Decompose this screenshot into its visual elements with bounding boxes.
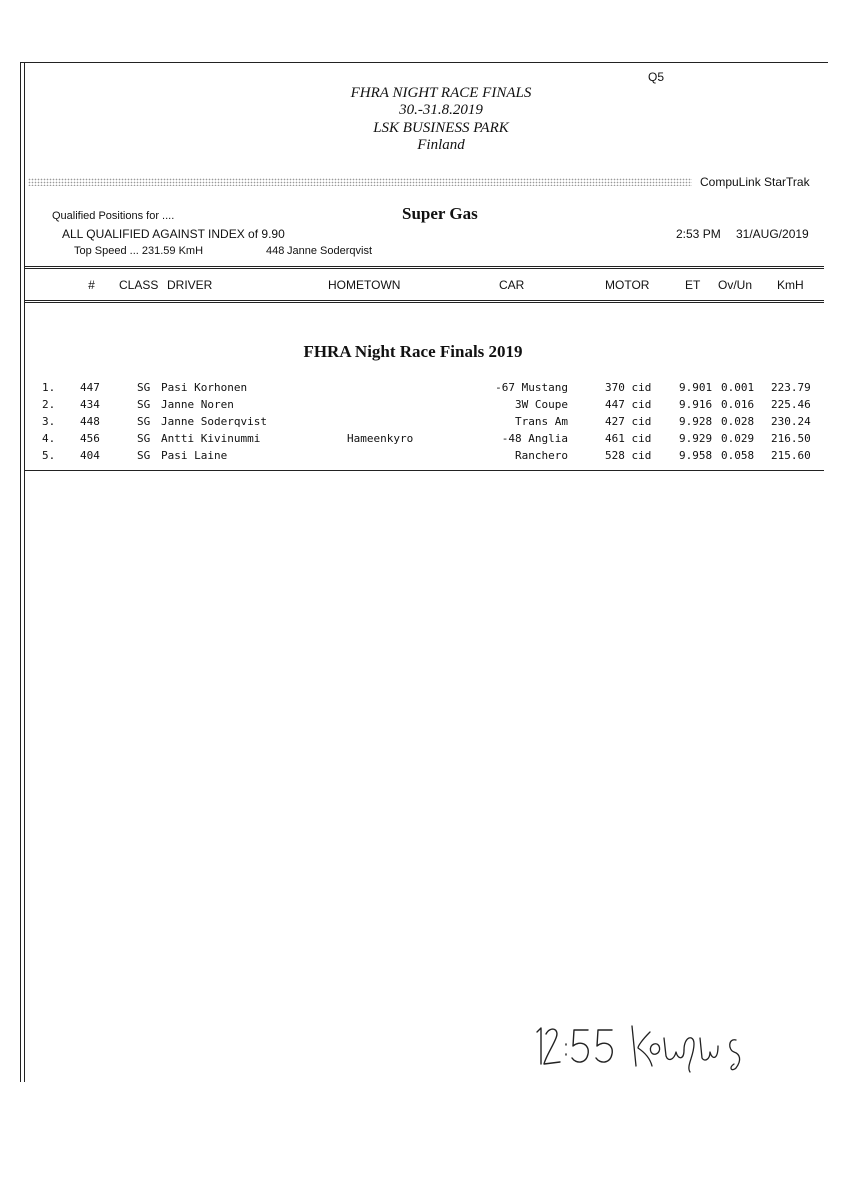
row-motor: 447 cid bbox=[605, 398, 652, 411]
top-speed-line: Top Speed ... 231.59 KmH bbox=[74, 245, 204, 257]
top-speed-car: 448 bbox=[266, 245, 285, 257]
left-border bbox=[20, 62, 21, 1082]
row-kmh: 230.24 bbox=[771, 415, 811, 428]
row-hometown: Hameenkyro bbox=[347, 432, 414, 445]
row-car-number: 456 bbox=[80, 432, 100, 445]
row-class: SG bbox=[137, 432, 151, 445]
table-row bbox=[0, 398, 848, 415]
row-driver: Pasi Korhonen bbox=[161, 381, 248, 394]
row-motor: 370 cid bbox=[605, 381, 652, 394]
page-code: Q5 bbox=[648, 70, 665, 84]
row-car-number: 434 bbox=[80, 398, 100, 411]
header-rule-top bbox=[24, 266, 824, 267]
col-kmh-header: KmH bbox=[777, 278, 804, 292]
row-driver: Janne Soderqvist bbox=[161, 415, 267, 428]
col-et-header: ET bbox=[685, 278, 701, 292]
row-et: 9.928 bbox=[679, 415, 713, 428]
row-car-number: 447 bbox=[80, 381, 100, 394]
report-time: 2:53 PM bbox=[676, 227, 721, 241]
row-motor: 427 cid bbox=[605, 415, 652, 428]
col-ovun-header: Ov/Un bbox=[718, 278, 753, 292]
table-row bbox=[0, 432, 848, 449]
qualified-for-label: Qualified Positions for .... bbox=[52, 210, 175, 222]
row-et: 9.916 bbox=[679, 398, 713, 411]
event-title-line-2: 30.-31.8.2019 bbox=[399, 102, 483, 118]
col-class-header: CLASS bbox=[119, 278, 159, 292]
row-kmh: 216.50 bbox=[771, 432, 811, 445]
row-car-number: 448 bbox=[80, 415, 100, 428]
row-ovun: 0.028 bbox=[721, 415, 755, 428]
section-title: FHRA Night Race Finals 2019 bbox=[303, 342, 523, 361]
table-bottom-rule bbox=[24, 470, 824, 471]
row-motor: 461 cid bbox=[605, 432, 652, 445]
row-et: 9.958 bbox=[679, 449, 713, 462]
event-title-line-1: FHRA NIGHT RACE FINALS bbox=[350, 85, 532, 101]
row-car: Trans Am bbox=[515, 415, 568, 428]
row-position: 3. bbox=[42, 415, 56, 428]
row-position: 1. bbox=[42, 381, 56, 394]
row-class: SG bbox=[137, 381, 151, 394]
signature-image bbox=[624, 1016, 754, 1076]
row-kmh: 215.60 bbox=[771, 449, 811, 462]
row-class: SG bbox=[137, 415, 151, 428]
system-label: CompuLink StarTrak bbox=[700, 175, 810, 189]
row-car: -48 Anglia bbox=[501, 432, 568, 445]
dotted-separator bbox=[28, 178, 692, 186]
class-name: Super Gas bbox=[402, 204, 478, 223]
top-speed-driver: Janne Soderqvist bbox=[287, 245, 372, 257]
row-car-number: 404 bbox=[80, 449, 100, 462]
col-driver-header: DRIVER bbox=[167, 278, 213, 292]
top-border bbox=[20, 62, 828, 63]
col-car-header: CAR bbox=[499, 278, 525, 292]
row-kmh: 225.46 bbox=[771, 398, 811, 411]
header-rule-bottom bbox=[24, 300, 824, 301]
report-date: 31/AUG/2019 bbox=[736, 227, 809, 241]
row-driver: Antti Kivinummi bbox=[161, 432, 261, 445]
col-motor-header: MOTOR bbox=[605, 278, 650, 292]
row-car: Ranchero bbox=[515, 449, 568, 462]
row-position: 2. bbox=[42, 398, 56, 411]
row-car: 3W Coupe bbox=[515, 398, 568, 411]
left-border-inner bbox=[24, 62, 25, 1082]
row-kmh: 223.79 bbox=[771, 381, 811, 394]
event-title-line-4: Finland bbox=[417, 137, 465, 153]
row-motor: 528 cid bbox=[605, 449, 652, 462]
row-driver: Janne Noren bbox=[161, 398, 234, 411]
event-title-line-3: LSK BUSINESS PARK bbox=[373, 120, 509, 136]
row-ovun: 0.029 bbox=[721, 432, 755, 445]
row-position: 4. bbox=[42, 432, 56, 445]
row-ovun: 0.058 bbox=[721, 449, 755, 462]
header-rule-bottom-2 bbox=[24, 302, 824, 303]
row-class: SG bbox=[137, 398, 151, 411]
row-et: 9.929 bbox=[679, 432, 713, 445]
col-hometown-header: HOMETOWN bbox=[328, 278, 401, 292]
table-row bbox=[0, 415, 848, 432]
row-position: 5. bbox=[42, 449, 56, 462]
index-line: ALL QUALIFIED AGAINST INDEX of 9.90 bbox=[62, 227, 285, 241]
table-row bbox=[0, 449, 848, 466]
row-class: SG bbox=[137, 449, 151, 462]
row-driver: Pasi Laine bbox=[161, 449, 228, 462]
row-ovun: 0.016 bbox=[721, 398, 755, 411]
header-rule-top-2 bbox=[24, 268, 824, 269]
row-ovun: 0.001 bbox=[721, 381, 755, 394]
handwritten-time-note bbox=[532, 1022, 622, 1072]
row-car: -67 Mustang bbox=[495, 381, 568, 394]
table-row bbox=[0, 381, 848, 398]
col-num-header: # bbox=[88, 278, 95, 292]
row-et: 9.901 bbox=[679, 381, 713, 394]
